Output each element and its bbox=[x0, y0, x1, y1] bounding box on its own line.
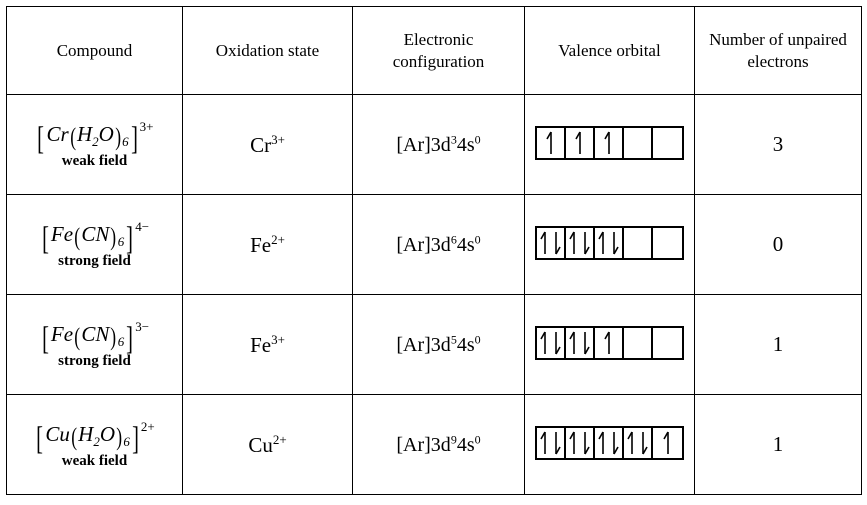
column-header-electronic-configuration bbox=[353, 7, 525, 95]
down-arrow-icon bbox=[551, 431, 561, 455]
econf-s-part: 4s bbox=[456, 133, 475, 156]
down-arrow-icon bbox=[580, 431, 590, 455]
table-header-row bbox=[7, 7, 862, 95]
oxidation-state-value bbox=[250, 233, 285, 257]
oxidation-symbol: Fe bbox=[250, 332, 272, 357]
cell-oxidation-state bbox=[183, 195, 353, 295]
compound-charge: 2+ bbox=[140, 418, 155, 434]
econf-s-count: 0 bbox=[474, 232, 481, 247]
paren-close: ) bbox=[116, 423, 123, 451]
compound-ligand-sub: 2 bbox=[92, 133, 99, 149]
econf-s-part: 4s bbox=[456, 333, 475, 356]
unpaired-electrons-value: 3 bbox=[772, 132, 784, 156]
oxidation-state-value bbox=[248, 433, 286, 457]
cell-unpaired-electrons bbox=[695, 95, 862, 195]
econf-d-count: 6 bbox=[450, 232, 457, 247]
econf-s-part: 4s bbox=[456, 433, 475, 456]
compound-formula bbox=[13, 318, 176, 357]
compound-count: 6 bbox=[117, 233, 125, 249]
orbital-box-empty bbox=[653, 128, 682, 158]
down-arrow-icon bbox=[551, 231, 561, 255]
orbital-box-empty bbox=[624, 128, 653, 158]
compound-ligand2: N bbox=[95, 321, 110, 346]
cell-oxidation-state bbox=[183, 95, 353, 195]
down-arrow-icon bbox=[551, 331, 561, 355]
field-strength-note: weak field bbox=[61, 453, 128, 470]
electronic-configuration-value bbox=[396, 434, 480, 456]
compound-count: 6 bbox=[123, 433, 130, 449]
oxidation-charge: 3+ bbox=[271, 131, 285, 147]
compound-charge: 3+ bbox=[139, 118, 154, 134]
column-header-valence-orbital bbox=[525, 7, 695, 95]
up-arrow-icon bbox=[540, 431, 550, 455]
compound-count: 6 bbox=[117, 333, 125, 349]
down-arrow-icon bbox=[638, 431, 648, 455]
up-arrow-icon bbox=[663, 431, 673, 455]
paren-open: ( bbox=[74, 323, 81, 351]
up-arrow-icon bbox=[569, 431, 579, 455]
econf-d-count: 5 bbox=[450, 332, 457, 347]
orbital-box-empty bbox=[624, 328, 653, 358]
compound-formula bbox=[13, 418, 176, 457]
cell-valence-orbital bbox=[525, 395, 695, 495]
electronic-configuration-value bbox=[396, 134, 480, 156]
document-sheet bbox=[0, 6, 867, 505]
econf-core: [Ar]3d bbox=[396, 133, 451, 156]
orbital-box bbox=[624, 428, 653, 458]
bracket-open: [ bbox=[41, 220, 49, 257]
orbital-box bbox=[537, 328, 566, 358]
orbital-box-empty bbox=[653, 328, 682, 358]
bracket-open: [ bbox=[36, 420, 44, 457]
oxidation-state-value bbox=[250, 333, 285, 357]
down-arrow-icon bbox=[580, 231, 590, 255]
bracket-close: ] bbox=[131, 420, 139, 457]
compound-ligand2: N bbox=[95, 221, 110, 246]
up-arrow-icon bbox=[569, 231, 579, 255]
up-arrow-icon bbox=[598, 231, 608, 255]
column-header-oxidation-state: Oxidation state bbox=[183, 7, 353, 95]
unpaired-electrons-value: 1 bbox=[772, 432, 784, 456]
up-arrow-icon bbox=[598, 431, 608, 455]
compound-formula bbox=[13, 118, 176, 157]
orbital-box bbox=[653, 428, 682, 458]
coordination-compounds-table bbox=[6, 6, 862, 495]
orbital-box bbox=[595, 228, 624, 258]
cell-compound bbox=[7, 395, 183, 495]
bracket-close: ] bbox=[130, 120, 138, 157]
up-arrow-icon bbox=[540, 231, 550, 255]
cell-valence-orbital bbox=[525, 295, 695, 395]
compound-ligand: C bbox=[81, 321, 96, 346]
orbital-box-empty bbox=[653, 228, 682, 258]
cell-compound bbox=[7, 195, 183, 295]
bracket-open: [ bbox=[37, 120, 45, 157]
up-arrow-icon bbox=[575, 131, 585, 155]
field-strength-note: strong field bbox=[58, 253, 131, 270]
cell-electronic-configuration bbox=[353, 195, 525, 295]
compound-ligand2: O bbox=[99, 421, 115, 446]
paren-open: ( bbox=[74, 223, 81, 251]
cell-unpaired-electrons bbox=[695, 295, 862, 395]
paren-close: ) bbox=[115, 123, 121, 151]
oxidation-charge: 3+ bbox=[271, 331, 285, 347]
field-strength-note: strong field bbox=[58, 353, 131, 370]
bracket-close: ] bbox=[126, 220, 134, 257]
table-row bbox=[7, 195, 862, 295]
econf-core: [Ar]3d bbox=[396, 333, 451, 356]
orbital-diagram bbox=[535, 226, 684, 260]
compound-charge: 4− bbox=[135, 218, 150, 234]
bracket-close: ] bbox=[126, 320, 134, 357]
down-arrow-icon bbox=[580, 331, 590, 355]
cell-compound bbox=[7, 295, 183, 395]
cell-unpaired-electrons bbox=[695, 195, 862, 295]
econf-core: [Ar]3d bbox=[396, 433, 451, 456]
orbital-box bbox=[595, 428, 624, 458]
orbital-diagram bbox=[535, 426, 684, 460]
compound-element: Fe bbox=[50, 321, 74, 346]
electronic-configuration-value bbox=[396, 234, 480, 256]
paren-close: ) bbox=[110, 323, 117, 351]
orbital-box bbox=[537, 428, 566, 458]
econf-s-count: 0 bbox=[474, 332, 481, 347]
compound-count: 6 bbox=[122, 133, 129, 149]
econf-s-count: 0 bbox=[474, 132, 481, 147]
econf-s-part: 4s bbox=[456, 233, 475, 256]
compound-ligand-sub: 2 bbox=[93, 433, 100, 449]
compound-element: Cr bbox=[46, 121, 69, 146]
cell-unpaired-electrons bbox=[695, 395, 862, 495]
paren-open: ( bbox=[69, 123, 76, 151]
compound-ligand: H bbox=[77, 121, 93, 146]
compound-charge: 3− bbox=[135, 318, 150, 334]
oxidation-symbol: Cu bbox=[248, 432, 273, 457]
cell-electronic-configuration bbox=[353, 95, 525, 195]
econf-core: [Ar]3d bbox=[396, 233, 451, 256]
orbital-box bbox=[537, 128, 566, 158]
down-arrow-icon bbox=[609, 231, 619, 255]
cell-oxidation-state bbox=[183, 395, 353, 495]
up-arrow-icon bbox=[604, 331, 614, 355]
cell-electronic-configuration bbox=[353, 395, 525, 495]
cell-electronic-configuration bbox=[353, 295, 525, 395]
econf-d-count: 9 bbox=[450, 432, 457, 447]
unpaired-electrons-value: 1 bbox=[772, 332, 784, 356]
unpaired-electrons-value: 0 bbox=[772, 232, 784, 256]
cell-oxidation-state bbox=[183, 295, 353, 395]
table-row bbox=[7, 295, 862, 395]
column-header-unpaired-electrons bbox=[695, 7, 862, 95]
paren-close: ) bbox=[110, 223, 117, 251]
cell-valence-orbital bbox=[525, 195, 695, 295]
compound-element: Cu bbox=[45, 421, 70, 446]
oxidation-charge: 2+ bbox=[271, 231, 285, 247]
orbital-box bbox=[566, 328, 595, 358]
compound-element: Fe bbox=[50, 221, 74, 246]
orbital-box bbox=[537, 228, 566, 258]
down-arrow-icon bbox=[609, 431, 619, 455]
table-row bbox=[7, 95, 862, 195]
up-arrow-icon bbox=[546, 131, 556, 155]
oxidation-charge: 2+ bbox=[272, 431, 287, 447]
orbital-box-empty bbox=[624, 228, 653, 258]
up-arrow-icon bbox=[569, 331, 579, 355]
econf-s-count: 0 bbox=[474, 432, 481, 447]
compound-ligand2: O bbox=[98, 121, 114, 146]
oxidation-state-value bbox=[250, 133, 285, 157]
column-header-compound: Compound bbox=[7, 7, 183, 95]
orbital-box bbox=[566, 128, 595, 158]
orbital-diagram bbox=[535, 126, 684, 160]
table-header bbox=[7, 7, 862, 95]
orbital-box bbox=[595, 328, 624, 358]
cell-compound bbox=[7, 95, 183, 195]
table-row bbox=[7, 395, 862, 495]
field-strength-note: weak field bbox=[61, 153, 128, 170]
oxidation-symbol: Cr bbox=[250, 132, 272, 157]
bracket-open: [ bbox=[41, 320, 49, 357]
econf-d-count: 3 bbox=[450, 132, 457, 147]
compound-ligand: H bbox=[78, 421, 94, 446]
cell-valence-orbital bbox=[525, 95, 695, 195]
electronic-configuration-value bbox=[396, 334, 480, 356]
compound-ligand: C bbox=[81, 221, 96, 246]
paren-open: ( bbox=[71, 423, 77, 451]
orbital-diagram bbox=[535, 326, 684, 360]
orbital-box bbox=[566, 428, 595, 458]
column-header-valence-orbital-text: Valence orbital bbox=[558, 40, 661, 60]
up-arrow-icon bbox=[627, 431, 637, 455]
compound-formula bbox=[13, 218, 176, 257]
up-arrow-icon bbox=[604, 131, 614, 155]
orbital-box bbox=[566, 228, 595, 258]
orbital-box bbox=[595, 128, 624, 158]
up-arrow-icon bbox=[540, 331, 550, 355]
table-body bbox=[7, 95, 862, 495]
oxidation-symbol: Fe bbox=[250, 232, 272, 257]
column-header-electronic-configuration-text: Electronic configuration bbox=[392, 30, 485, 71]
column-header-unpaired-electrons-text: Number of unpaired electrons bbox=[709, 30, 847, 71]
